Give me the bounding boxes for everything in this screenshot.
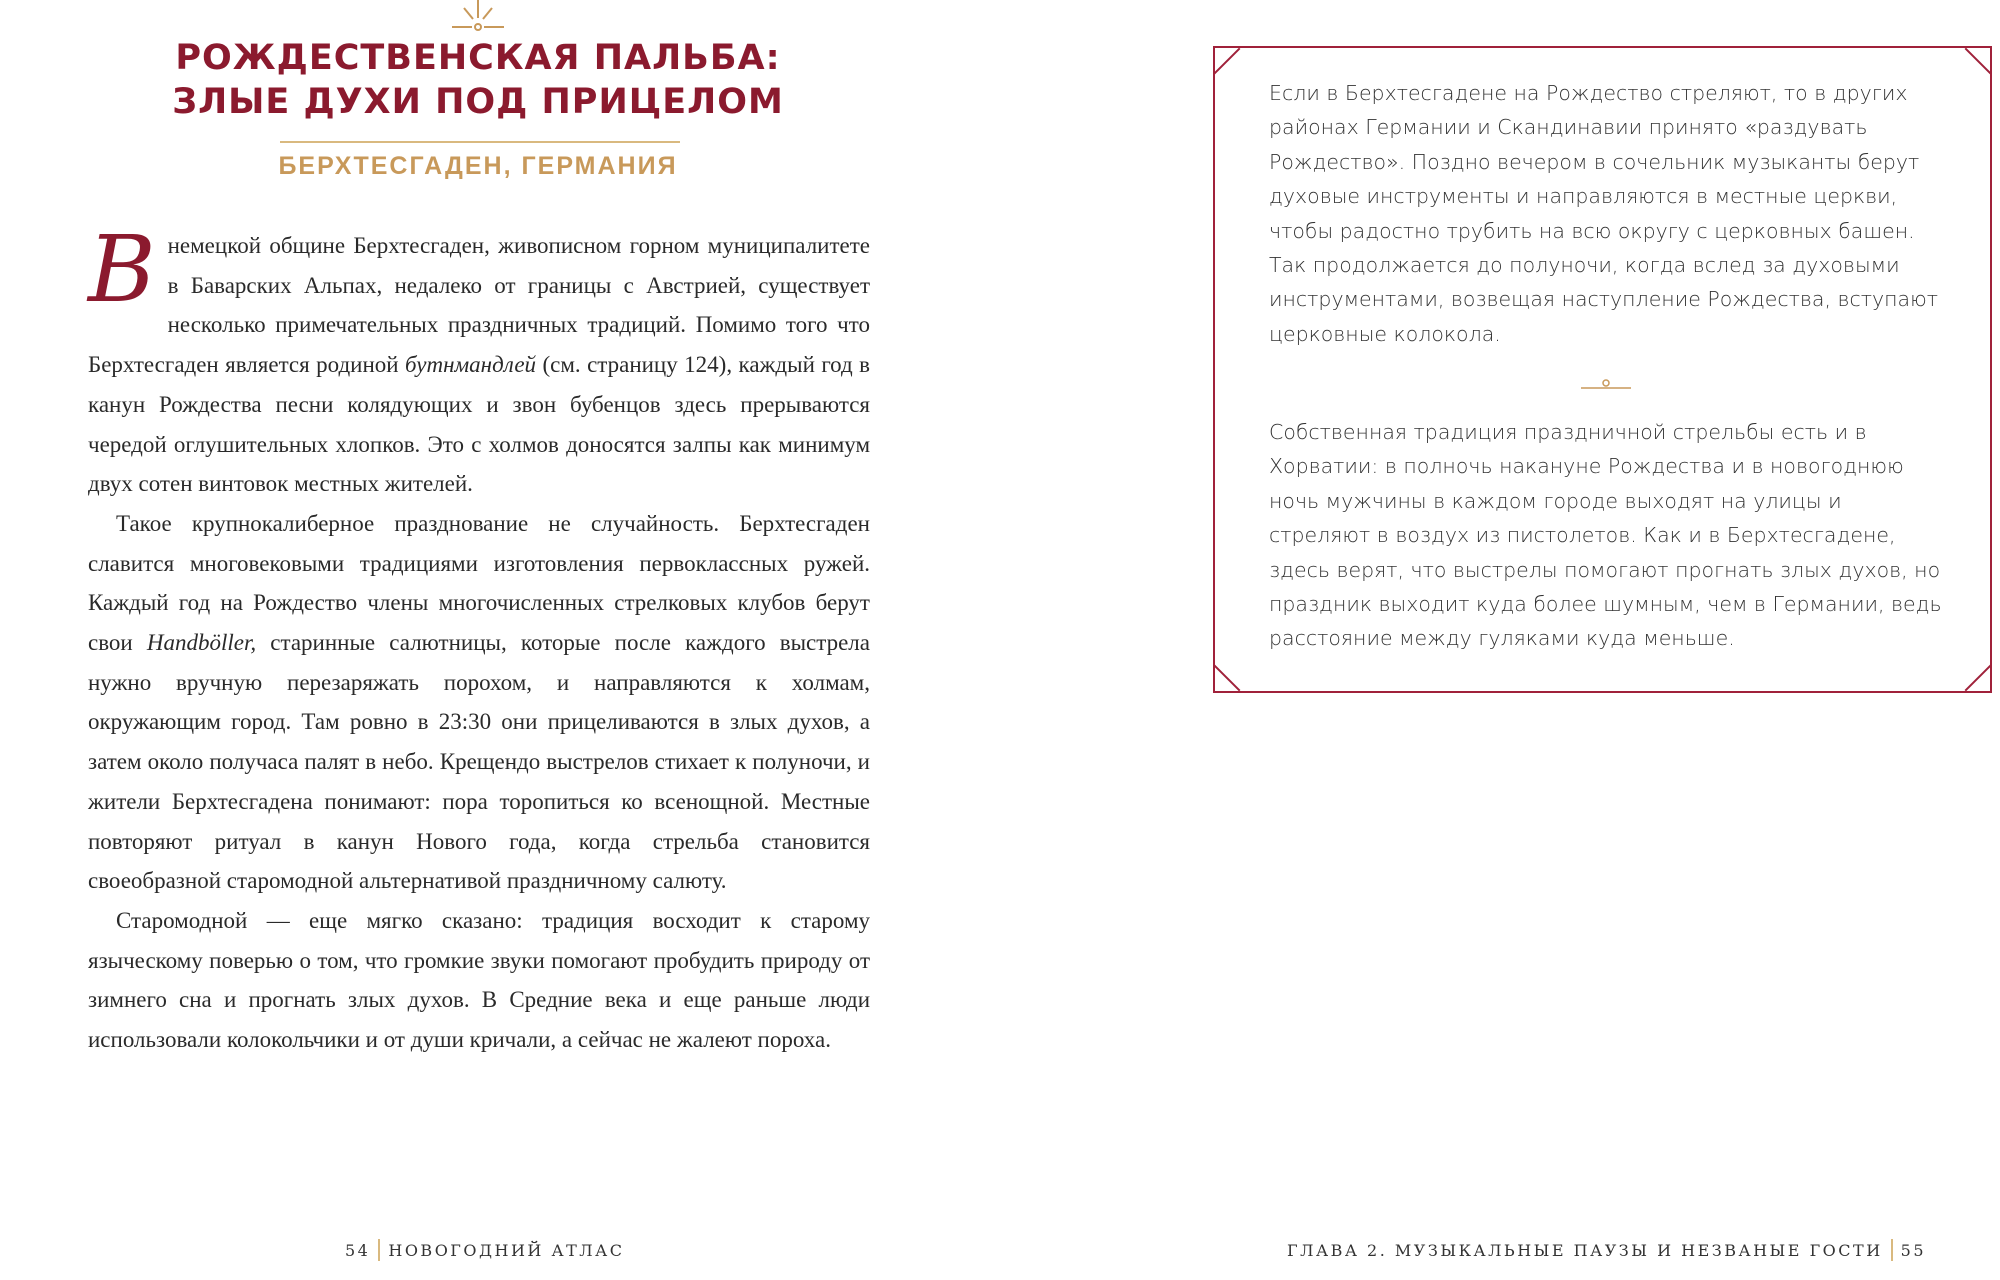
flourish-ornament-icon — [1581, 378, 1631, 390]
location-subtitle: БЕРХТЕСГАДЕН, ГЕРМАНИЯ — [278, 152, 678, 180]
text: Если в Берхтесгадене на Рождество стреляют, то в других районах Германии и Скандинавии принято «раздувать Рождество». Поздно вечером в сочельник музыканты берут духовые инструменты и направляются в местные церкви, чтобы радостно трубить на всю округу с церковных башен. Так продолжается до полуночи, когда вслед за духовыми инструментами, возвещая наступление Рождества, вступают церковные колокола. — [1269, 81, 1939, 346]
title-divider — [280, 141, 680, 143]
page-number: 55 — [1900, 1240, 1926, 1260]
sunburst-ornament-icon — [448, 0, 508, 34]
footer-divider — [378, 1239, 380, 1261]
drop-cap: В — [88, 216, 156, 323]
box-paragraph-1 — [1269, 76, 1949, 351]
footer-left — [345, 1239, 624, 1261]
text: (см. страницу 124), каждый год в канун Рождества песни колядующих и звон бубенцов здесь прерываются чередой оглушительных хлопков. Это с холмов доносятся залпы как минимум двух сотен винтовок местных жителей. — [88, 352, 871, 497]
corner-decoration — [1214, 48, 1241, 75]
text: Собственная традиция праздничной стрельбы есть и в Хорватии: в полночь накануне Рождества и в новогоднюю ночь мужчины в каждом городе выходят на улицы и стреляют в воздух из пистолетов. Как и в Берхтесгадене, здесь верят, что выстрелы помогают прогнать злых духов, но праздник выходит куда более шумным, чем в Германии, ведь расстояние между гуляками куда меньше. — [1269, 420, 1942, 651]
paragraph-3: Старомодной — еще мягко сказано: традиция восходит к старому языческому поверью о том, что громкие звуки помогают пробудить природу от зимнего сна и прогнать злых духов. В Средние века и еще раньше люди использовали колокольчики и от души кричали, а сейчас не жалеют пороха. — [88, 907, 870, 1053]
text: Такое крупнокалиберное празднование не случайность. Берхтесгаден славится многовековыми традициями изготовления первоклассных ружей. Каждый год на Рождество члены многочисленных стрелковых клубов берут свои — [88, 510, 870, 656]
article-body — [88, 216, 871, 1060]
paragraph-2 — [88, 504, 870, 901]
book-title: НОВОГОДНИЙ АТЛАС — [388, 1240, 625, 1260]
footer-right — [1287, 1239, 1926, 1261]
text: старинные салютницы, которые после каждого выстрела нужно вручную перезаряжать порохом, и направляются к холмам, окружающим город. Там ровно в 23:30 они прицеливаются в злых духов, а затем около получаса палят в небо. Крещендо выстрелов стихает к полуночи, и жители Берхтесгадена понимают: пора торопиться ко всенощной. Местные повторяют ритуал в канун Нового года, когда стрельба становится своеобразной старомодной альтернативой праздничному салюту. — [88, 630, 870, 894]
corner-decoration — [1965, 48, 1992, 75]
corner-decoration — [1214, 665, 1241, 692]
sidebar-box — [1213, 46, 1992, 693]
title-line-1: РОЖДЕСТВЕНСКАЯ ПАЛЬБА: — [175, 38, 781, 78]
paragraph-1 — [88, 216, 871, 504]
box-paragraph-2 — [1269, 415, 1949, 656]
footer-divider — [1891, 1239, 1893, 1261]
text: немецкой общине Берхтесгаден, живописном горном муниципалитете в Баварских Альпах, недалеко от границы с Австрией, существует несколько примечательных праздничных традиций. Помимо того что Берхтесгаден является родиной — [88, 233, 870, 378]
page-number: 54 — [345, 1240, 371, 1260]
italic-term: Handböller, — [146, 630, 257, 656]
chapter-title: ГЛАВА 2. МУЗЫКАЛЬНЫЕ ПАУЗЫ И НЕЗВАНЫЕ ГОСТИ — [1287, 1240, 1883, 1260]
corner-decoration — [1965, 665, 1992, 692]
title-line-2: ЗЛЫЕ ДУХИ ПОД ПРИЦЕЛОМ — [172, 82, 784, 122]
italic-term: бутнмандлей — [405, 352, 537, 378]
article-title — [140, 36, 816, 124]
